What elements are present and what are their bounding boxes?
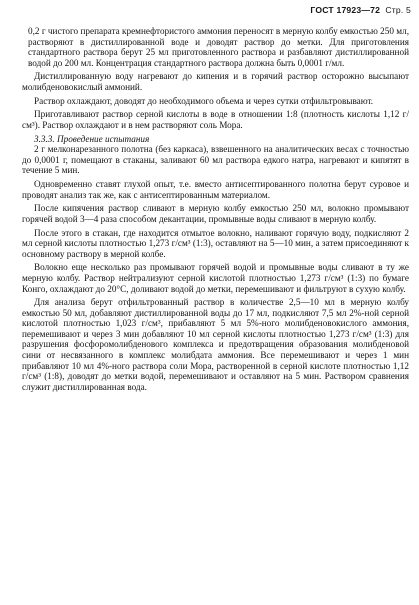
section-heading-testing: 3.3.3. Проведение испытания — [34, 133, 150, 144]
paragraph-blank-test: Одновременно ставят глухой опыт, т.е. вместо антисептированного полотна берут суровое и проводят анализ так же, как с антисептированным материалом. — [22, 179, 409, 200]
paragraph-washing: Волокно еще несколько раз промывают горячей водой и промывные воды сливают в ту же мерную колбу. Раствор нейтрализуют серной кислотой плотностью 1,273 г/см³ (1:3) по бумаге Конго, охлаждают до 20°С, доливают водой до метки, перемешивают и фильтруют в сухую колбу. — [22, 262, 409, 294]
paragraph-sulfuric-acid: Приготавливают раствор серной кислоты в воде в отношении 1:8 (плотность кислоты 1,12 г/см³). Раствор охлаждают и в нем растворяют соль Мора. — [22, 109, 409, 130]
paragraph-after-boiling: После кипячения раствор сливают в мерную колбу емкостью 250 мл, волокно промывают горячей водой 3—4 раза способом декантации, промывные воды сливают в мерную колбу. — [22, 203, 409, 224]
paragraph-cooling: Раствор охлаждают, доводят до необходимого объема и через сутки отфильтровывают. — [34, 95, 374, 106]
paragraph-hot-water: После этого в стакан, где находится отмытое волокно, наливают горячую воду, подкисляют 2 мл серной кислоты плотностью 1,273 г/см³ (1:3), оставляют на 5—10 мин, а затем присоединяют к основному раствору в мерной колбе. — [22, 227, 409, 259]
page-header — [310, 5, 411, 15]
paragraph-standard-solution: 0,2 г чистого препарата кремнефтористого аммония переносят в мерную колбу емкостью 250 мл, растворяют в дистиллированной воде и доводят раствор до метки. Для приготовления стандартного раствора берут 25 мл приготовленного раствора и разбавляют дистиллированной водой до 200 мл. Концентрация стандартного раствора должна быть 0,0001 г/мл. — [28, 26, 409, 68]
paragraph-analysis: Для анализа берут отфильтрованный раствор в количестве 2,5—10 мл в мерную колбу емкостью 50 мл, добавляют дистиллированной воды до 17 мл, подкисляют 7,5 мл 2%-ной серной кислотой плотностью 1,023 г/см³, прибавляют 5 мл 5%-ного молибденовокислого аммония, перемешивают и через 3 мин добавляют 10 мл серной кислоты плотностью 1,273 г/см³ (1:3) для разрушения фосфоромолибденового комплекса и предотвращения образования молибденовой сини от несвязанного в комплекс молибдата аммония. Все перемешивают и через 1 мин прибавляют 10 мл 4%-ного раствора соли Мора, растворенной в серной кислоте плотностью 1,12 г/см³ (1:8), доводят до метки водой, перемешивают и оставляют на 5 мин. Раствором сравнения служит дистиллированная вода. — [22, 297, 409, 392]
page-number: Стр. 5 — [385, 5, 411, 15]
standard-number: ГОСТ 17923—72 — [310, 5, 381, 15]
paragraph-distilled-water: Дистиллированную воду нагревают до кипения и в горячий раствор осторожно высыпают молибденовокислый аммоний. — [22, 71, 409, 92]
document-body — [22, 26, 409, 395]
paragraph-sample-prep: 2 г мелконарезанного полотна (без каркаса), взвешенного на аналитических весах с точностью до 0,0001 г, помещают в стаканы, заливают 60 мл раствора едкого натра, нагревают и кипятят в течение 5 мин. — [22, 144, 409, 176]
